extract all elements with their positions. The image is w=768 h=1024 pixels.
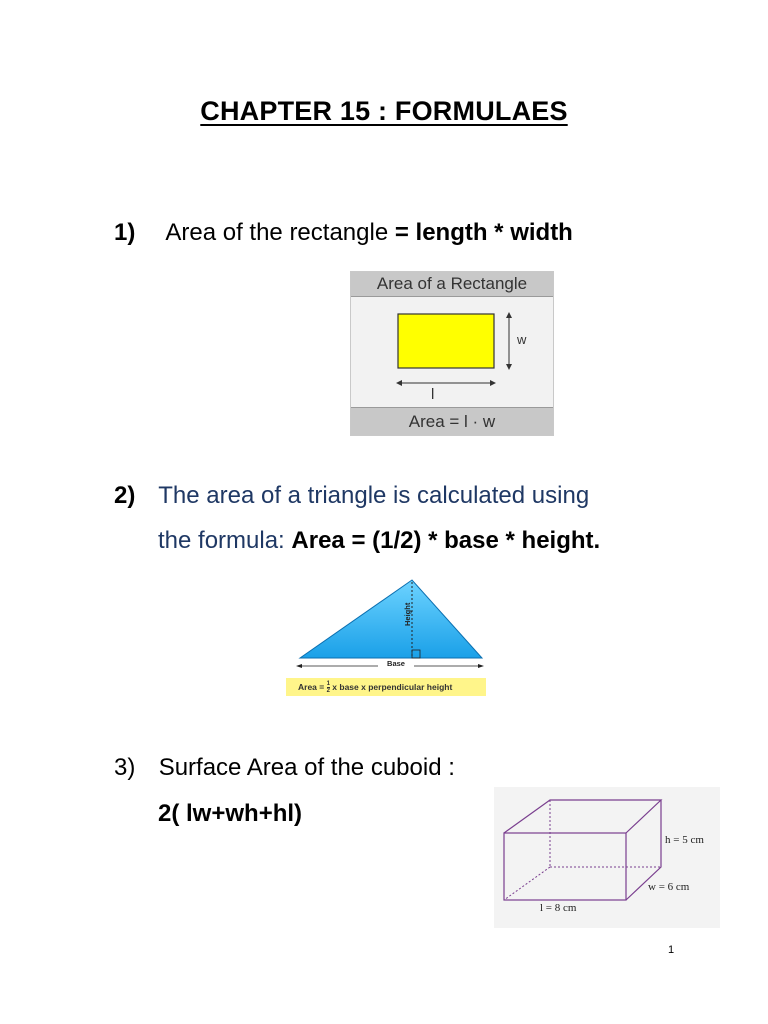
h-label: h = 5 cm: [665, 834, 704, 846]
rectangle-figure: [350, 271, 554, 436]
half-denominator: 2: [326, 688, 330, 695]
width-arrow-up: [506, 312, 512, 318]
item-2-line-2: [158, 527, 600, 555]
triangle-formula-suffix: x base x perpendicular height: [329, 682, 453, 692]
item-1-line: [114, 219, 573, 247]
cuboid-top-edges: [504, 800, 661, 833]
label-l: l: [431, 386, 435, 403]
base-arrow-left: [296, 664, 302, 668]
cuboid-diagram: [494, 787, 720, 928]
blue-triangle: [300, 580, 482, 658]
item-3-number: 3): [114, 754, 136, 781]
item-1-formula: = length * width: [394, 219, 573, 246]
item-3-formula: 2( lw+wh+hl): [158, 800, 303, 827]
item-2-line-1: [114, 482, 589, 510]
item-3-text: Surface Area of the cuboid :: [158, 754, 455, 781]
item-1-text: Area of the rectangle: [165, 219, 395, 246]
width-arrow-down: [506, 364, 512, 370]
rectangle-figure-footer: Area = l · w: [351, 407, 553, 435]
label-w: w: [517, 332, 527, 347]
l-label: l = 8 cm: [540, 902, 577, 914]
w-label: w = 6 cm: [648, 881, 690, 893]
item-2-text: The area of a triangle is calculated using: [158, 482, 590, 509]
height-label: Height: [403, 602, 412, 626]
item-1-number: 1): [114, 219, 136, 246]
base-arrow-right: [478, 664, 484, 668]
half-numerator: 1: [326, 681, 330, 688]
triangle-formula-prefix: Area =: [298, 682, 327, 692]
cuboid-figure: [494, 787, 720, 928]
item-2-number: 2): [114, 482, 136, 509]
page-number: 1: [668, 944, 675, 956]
item-3-line-1: [114, 754, 455, 782]
rectangle-figure-header: Area of a Rectangle: [351, 272, 553, 297]
length-arrow-right: [490, 380, 496, 386]
cuboid-hidden-diagonal: [504, 867, 550, 900]
yellow-rectangle: [398, 314, 494, 368]
triangle-formula-strip: [286, 678, 486, 696]
base-label: Base: [378, 659, 414, 668]
length-arrow-left: [396, 380, 402, 386]
item-2-formula: Area = (1/2) * base * height.: [291, 527, 601, 554]
item-2-line2-prefix: the formula:: [158, 527, 292, 554]
page-title: CHAPTER 15 : FORMULAES: [200, 96, 568, 126]
